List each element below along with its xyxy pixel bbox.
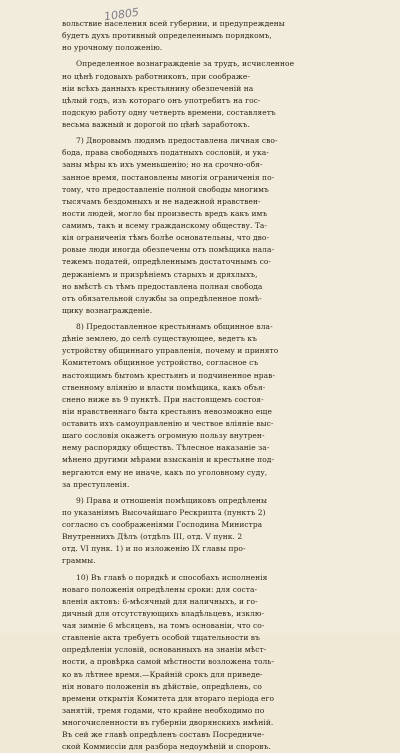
text-line: ровые люди иногда обезпечены отъ помѣщика нала-	[62, 244, 340, 256]
text-line: вергаются ему не иначе, какъ по уголовному суду,	[62, 467, 340, 479]
text-line: цѣлый годъ, изъ котораго онъ употребитъ на гос-	[62, 95, 340, 107]
text-line: снено ниже въ 9 пунктѣ. При настоящемъ состоя-	[62, 394, 340, 406]
text-line: но урочному положенію.	[62, 42, 340, 54]
text-line: опредѣленіи условій, основанныхъ на знаніи мѣст-	[62, 644, 340, 656]
text-line: мѣнено другими мѣрами взысканія и крестьяне под-	[62, 454, 340, 466]
text-line: Комитетомъ общинное устройство, согласное съ	[62, 357, 340, 369]
text-line: но цѣнѣ годовыхъ работниковъ, при соображе-	[62, 71, 340, 83]
text-line: нему распорядку обществъ. Тѣлесное наказаніе за-	[62, 442, 340, 454]
text-line: подскую работу одну четверть времени, составляетъ	[62, 107, 340, 119]
archive-number: 10805	[103, 6, 139, 24]
text-line: весьма важный и дорогой по цѣнѣ заработокъ.	[62, 119, 340, 131]
text-line: Определенное вознагражденіе за трудъ, исчисленное	[62, 58, 340, 70]
text-line: Внутреннихъ Дѣлъ (отдѣлъ III, отд. V пунк. 2	[62, 531, 340, 543]
text-line: вленія актовъ: 6-мѣсячный для наличныхъ, и го-	[62, 596, 340, 608]
text-line: новаго положенія опредѣлены сроки: для соста-	[62, 584, 340, 596]
text-line: ко въ лѣтнее время.—Крайній срокъ для приведе-	[62, 669, 340, 681]
text-line: ставленіе акта требуетъ особой тщательности въ	[62, 632, 340, 644]
text-line: Въ сей же главѣ опредѣленъ составъ Посредниче-	[62, 729, 340, 741]
paragraph	[62, 495, 340, 568]
text-line: 7) Дворовымъ людямъ предоставлена личная сво-	[62, 135, 340, 147]
text-line: дѣніе землею, до селѣ существующее, ведетъ къ	[62, 333, 340, 345]
body-text	[62, 18, 340, 753]
text-line: занятій, тремя годами, что крайне необходимо по	[62, 705, 340, 717]
text-line: 8) Предоставленное крестьянамъ общинное вла-	[62, 321, 340, 333]
text-line: тежемъ податей, опредѣленнымъ достаточнымъ со-	[62, 256, 340, 268]
paragraph	[62, 18, 340, 54]
text-line: тысячамъ бездомныхъ и не надежной нравствен-	[62, 196, 340, 208]
text-line: согласно съ соображеніями Господина Министра	[62, 519, 340, 531]
text-line: ности, а провѣрка самой мѣстности возложена толь-	[62, 656, 340, 668]
text-line: нія новаго положенія въ дѣйствіе, опредѣлень, со	[62, 681, 340, 693]
text-line: ности людей, могло бы произвесть вредъ какъ имъ	[62, 208, 340, 220]
text-line: будетъ духъ противный определеннымъ порядкомъ,	[62, 30, 340, 42]
text-line: ніи нравственнаго быта крестьянъ невозможно еще	[62, 406, 340, 418]
text-line: ственному вліянію и власти помѣщика, какъ объя-	[62, 382, 340, 394]
paragraph	[62, 572, 340, 753]
text-line: ніи всѣхъ данныхъ крестьянину обезпеченій на	[62, 83, 340, 95]
text-line: времени открытія Комитета для втораго періода его	[62, 693, 340, 705]
text-line: щику вознагражденіе.	[62, 305, 340, 317]
text-line: 9) Права и отношенія помѣщиковъ опредѣлены	[62, 495, 340, 507]
text-line: держаніемъ и призрѣніемъ старыхъ и дряхлыхъ,	[62, 269, 340, 281]
text-line: отд. VI пунк. 1) и по изложенію IX главы про-	[62, 543, 340, 555]
text-line: шаго сословія окажетъ огромную пользу внутрен-	[62, 430, 340, 442]
text-line: дичный для отсутствующихъ владѣльцевъ, изклю-	[62, 608, 340, 620]
text-line: по указаніямъ Высочайшаго Рескрипта (пунктъ 2)	[62, 507, 340, 519]
text-line: многочисленности въ губерніи дворянскихъ имѣній.	[62, 717, 340, 729]
paragraph	[62, 135, 340, 317]
text-line: бода, права свободныхъ податныхъ сословій, и ука-	[62, 147, 340, 159]
text-line: граммы.	[62, 555, 340, 567]
text-line: отъ обязательной службы за опредѣленное помѣ-	[62, 293, 340, 305]
paragraph	[62, 321, 340, 491]
text-line: занное время, постановлены многія ограниченія по-	[62, 172, 340, 184]
text-line: чая зимніе 6 мѣсяцевъ, на томъ основаніи, что со-	[62, 620, 340, 632]
text-line: заны мѣры къ ихъ уменьшенію; но на срочно-обя-	[62, 159, 340, 171]
text-line: устройству общиннаго управленія, почему и принято	[62, 345, 340, 357]
text-line: оставить ихъ самоуправленію и чествое вліяніе выс-	[62, 418, 340, 430]
text-line: ской Коммиссіи для разбора недоумѣній и споровъ.	[62, 741, 340, 753]
text-line: за преступленія.	[62, 479, 340, 491]
text-line: самимъ, такъ и всему гражданскому обществу. Та-	[62, 220, 340, 232]
text-line: вольствие населения всей губернии, и предупреждены	[62, 18, 340, 30]
text-line: 10) Въ главѣ о порядкѣ и способахъ исполненія	[62, 572, 340, 584]
paragraph	[62, 58, 340, 131]
text-line: кія ограниченія тѣмъ болѣе основательны, что дво-	[62, 232, 340, 244]
text-line: настоящимъ бытомъ крестьянъ и подчиненное нрав-	[62, 370, 340, 382]
text-line: но вмѣстѣ съ тѣмъ предоставлена полная свобода	[62, 281, 340, 293]
text-line: тому, что предоставленіе полной свободы многимъ	[62, 184, 340, 196]
